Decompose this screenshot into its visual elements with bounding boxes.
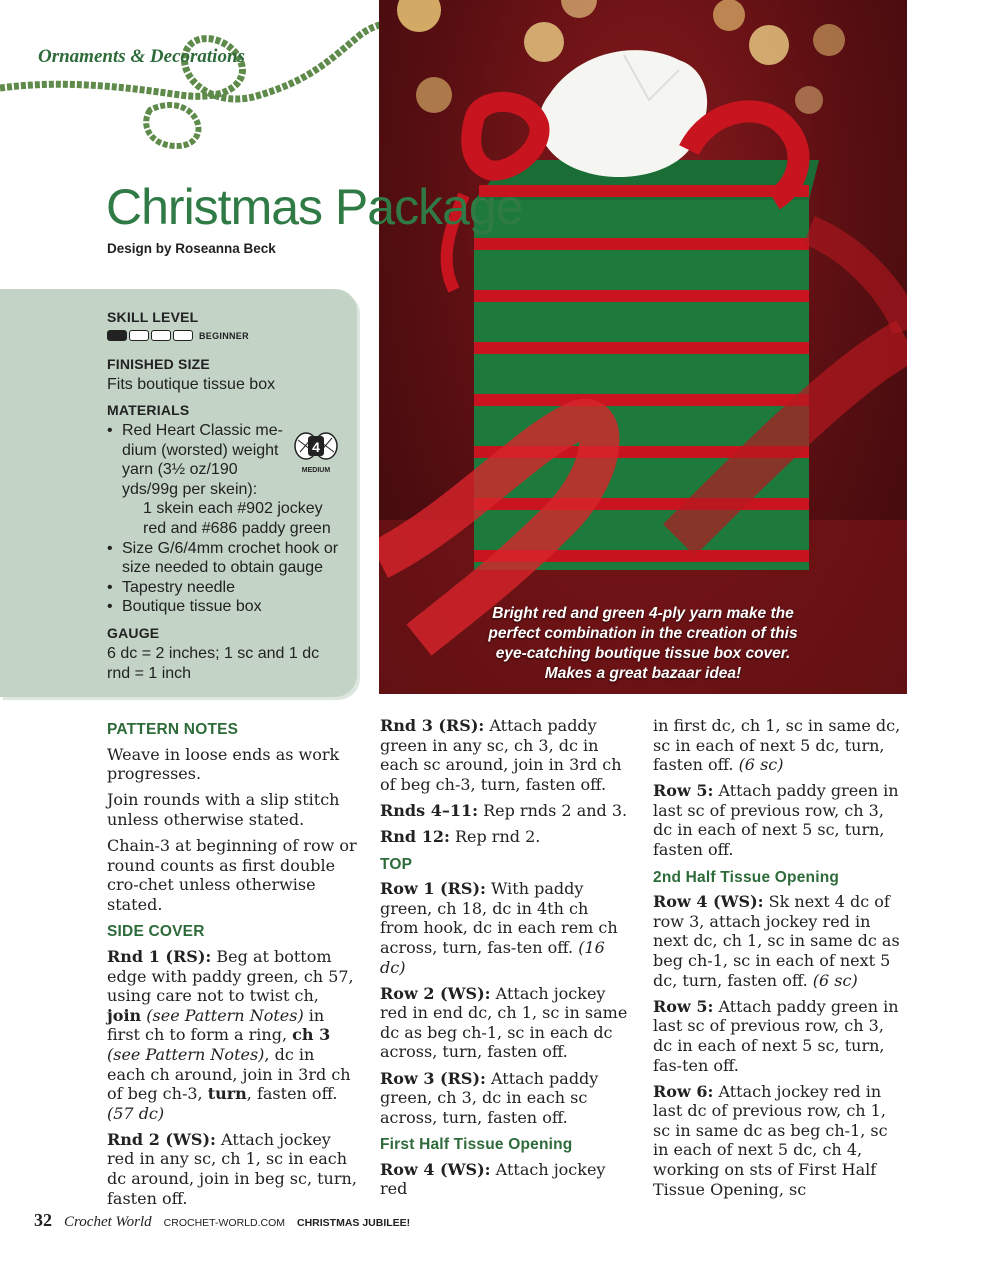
materials-subitem: 1 skein each #902 jockey red and #686 paddy green bbox=[143, 500, 331, 537]
second-half-heading: 2nd Half Tissue Opening bbox=[653, 868, 840, 886]
caption-line: Makes a great bazaar idea! bbox=[544, 665, 742, 682]
product-photo bbox=[379, 0, 907, 694]
instruction-second-row-6: Row 6: Attach jockey red in last dc of previous row, ch 1, sc in same dc as beg ch-1, sc in each of next 5 dc, ch 4, working on sts of First Half Tissue Opening, sc bbox=[653, 1081, 888, 1199]
caption-line: perfect combination in the creation of this bbox=[488, 625, 798, 642]
materials-item: • Red Heart Classic me-dium (worsted) weight yarn (3½ oz/190 yds/99g per skein): bbox=[107, 421, 342, 499]
instruction-first-row-5: Row 5: Attach paddy green in last sc of previous row, ch 3, dc in each of next 5 sc, turn, fasten off. bbox=[653, 781, 899, 860]
pattern-notes-heading: PATTERN NOTES bbox=[107, 721, 239, 738]
skill-level-meter bbox=[107, 330, 249, 341]
instruction-top-row-3: Row 3 (RS): Attach paddy green, ch 3, dc in each sc across, turn, fasten off. bbox=[380, 1068, 599, 1127]
magazine-name: Crochet World bbox=[64, 1214, 152, 1230]
instruction-top-row-2: Row 2 (WS): Attach jockey red in end dc, ch 1, sc in same dc as beg ch-1, sc in each dc across, turn, fasten off. bbox=[380, 983, 628, 1062]
side-cover-heading: SIDE COVER bbox=[107, 923, 205, 941]
gauge-heading: GAUGE bbox=[107, 625, 160, 641]
pattern-note: Join rounds with a slip stitch unless otherwise stated. bbox=[107, 790, 340, 829]
instruction-rnd-3: Rnd 3 (RS): Attach paddy green in any sc, ch 3, dc in each sc around, join in 3rd ch of beg ch-3, turn, fasten off. bbox=[380, 716, 622, 794]
materials-item: • Tapestry needle bbox=[107, 578, 342, 598]
column-1 bbox=[107, 720, 357, 1215]
pattern-note: Chain-3 at beginning of row or round counts as first double cro-chet unless otherwise stated. bbox=[107, 835, 357, 914]
caption-line: Bright red and green 4-ply yarn make the bbox=[492, 605, 794, 622]
skill-segment-filled bbox=[107, 330, 127, 341]
instruction-second-row-5: Row 5: Attach paddy green in last sc of previous row, ch 3, dc in each of next 5 sc, turn, fas-ten off. bbox=[653, 996, 899, 1075]
instruction-rnds-4-11: Rnds 4–11: Rep rnds 2 and 3. bbox=[380, 800, 628, 820]
instruction-rnd-2: Rnd 2 (WS): Attach jockey red in any sc, ch 1, sc in each dc around, join in beg sc, turn, fasten off. bbox=[107, 1129, 357, 1208]
yarn-weight-label: MEDIUM bbox=[301, 467, 331, 474]
column-3 bbox=[653, 716, 908, 1206]
pattern-note: Weave in loose ends as work progresses. bbox=[107, 744, 340, 784]
finished-size-heading: FINISHED SIZE bbox=[107, 356, 210, 372]
skill-level-heading: SKILL LEVEL bbox=[107, 309, 199, 325]
first-half-heading: First Half Tissue Opening bbox=[380, 1136, 573, 1154]
instruction-rnd-1: Rnd 1 (RS): Beg at bottom edge with paddy green, ch 57, using care not to twist ch, join (see Pattern Notes) in first ch to form a ring, ch 3 (see Pattern Notes), dc in each ch around, join in 3rd ch of beg ch-3, turn, fasten off. (57 dc) bbox=[107, 946, 354, 1123]
instruction-second-row-4: Row 4 (WS): Sk next 4 dc of row 3, attach jockey red in next dc, ch 1, sc in same dc as beg ch-1, sc in each of next 5 dc, turn, fasten off. (6 sc) bbox=[653, 892, 900, 990]
materials-item: • Boutique tissue box bbox=[107, 597, 342, 617]
page-footer bbox=[34, 1210, 410, 1231]
gauge-text: 6 dc = 2 inches; 1 sc and 1 dc rnd = 1 inch bbox=[107, 645, 320, 682]
skill-level-label: BEGINNER bbox=[199, 330, 249, 341]
skill-segment bbox=[151, 330, 171, 341]
finished-size-text: Fits boutique tissue box bbox=[107, 376, 276, 393]
instruction-first-row-4: Row 4 (WS): Attach jockey red bbox=[380, 1159, 606, 1199]
skill-segment bbox=[173, 330, 193, 341]
byline: Design by Roseanna Beck bbox=[107, 241, 276, 256]
instruction-top-row-1: Row 1 (RS): With paddy green, ch 18, dc in 4th ch from hook, dc in each rem ch across, turn, fas-ten off. (16 dc) bbox=[380, 879, 618, 977]
photo-illustration bbox=[379, 0, 907, 694]
page-title: Christmas Package bbox=[106, 179, 523, 235]
column-2 bbox=[380, 716, 630, 1206]
materials-heading: MATERIALS bbox=[107, 402, 190, 418]
instruction-first-row-4-cont: in first dc, ch 1, sc in same dc, sc in each of next 5 dc, turn, fasten off. (6 sc) bbox=[653, 716, 901, 775]
caption-line: eye-catching boutique tissue box cover. bbox=[495, 645, 791, 662]
photo-caption bbox=[379, 604, 907, 684]
skill-segment bbox=[129, 330, 149, 341]
yarn-weight-number: 4 bbox=[312, 439, 320, 455]
page-number: 32 bbox=[34, 1210, 52, 1230]
top-heading: TOP bbox=[380, 855, 413, 873]
instruction-rnd-12: Rnd 12: Rep rnd 2. bbox=[380, 826, 541, 846]
yarn-weight-icon bbox=[292, 428, 340, 476]
website: CROCHET-WORLD.COM bbox=[163, 1217, 285, 1229]
issue-name: CHRISTMAS JUBILEE! bbox=[297, 1217, 411, 1229]
section-header: Ornaments & Decorations bbox=[38, 46, 245, 67]
materials-item: • Size G/6/4mm crochet hook or size needed to obtain gauge bbox=[107, 539, 342, 578]
